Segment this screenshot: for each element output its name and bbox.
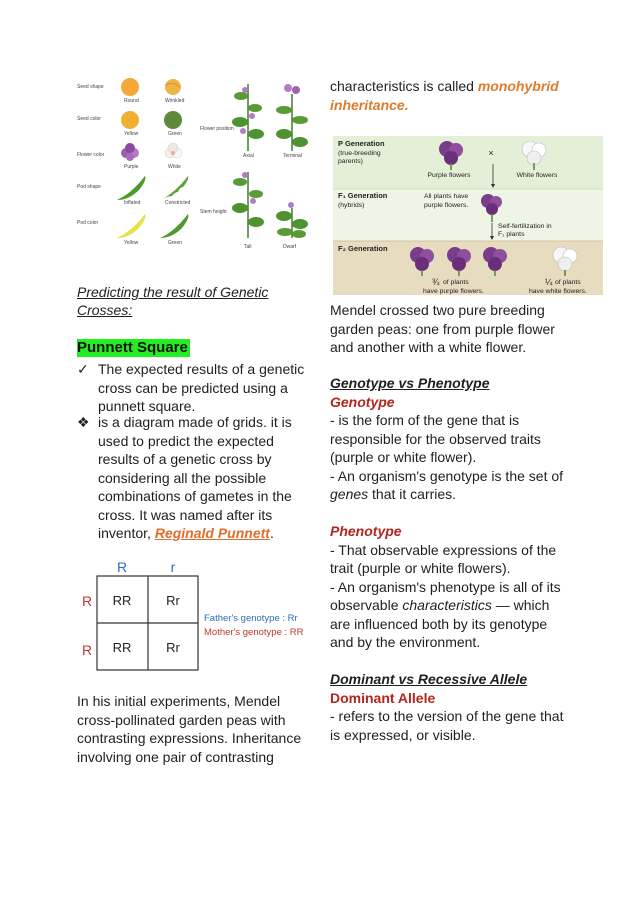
punnett-cell: RR <box>112 593 132 608</box>
punnett-square-diagram <box>78 556 314 676</box>
reginald-punnett-link[interactable]: Reginald Punnett <box>154 525 270 541</box>
genotype-heading: Genotype <box>330 393 395 410</box>
svg-text:F₁ plants: F₁ plants <box>498 231 525 238</box>
phenotype-detail: - An organism's phenotype is all of its observable characteristics — which are influenced both by its genotype and by the environment. <box>330 578 561 650</box>
genotype-vs-phenotype-heading: Genotype vs Phenotype <box>330 375 490 391</box>
svg-text:Green: Green <box>168 131 182 137</box>
svg-text:¾: ¾ <box>432 277 440 287</box>
svg-text:Terminal: Terminal <box>283 153 302 159</box>
round-seed-icon <box>121 78 139 96</box>
svg-text:Inflated: Inflated <box>124 200 141 206</box>
dominant-vs-recessive-heading: Dominant vs Recessive Allele <box>330 671 528 687</box>
svg-text:have purple flowers.: have purple flowers. <box>423 288 484 295</box>
punnett-cell: Rr <box>166 640 180 655</box>
svg-text:of plants: of plants <box>443 279 469 286</box>
monohybrid-term: monohybrid inheritance. <box>330 78 559 113</box>
trait-label-pod-shape: Pod shape <box>77 184 101 190</box>
bullet-text: is a diagram made of grids. it is used to predict the expected results of a genetic cross by considering all the possible combinations of gametes in the cross. It was named after its inventor, Reginald Punnett. <box>98 414 292 541</box>
svg-text:¼: ¼ <box>545 277 553 287</box>
mendel-cross-paragraph: Mendel crossed two pure breeding garden peas: one from purple flower and another with a white flower. <box>330 302 555 355</box>
row-header: R <box>81 642 93 658</box>
phenotype-definition: - That observable expressions of the trait (purple or white flowers). <box>330 541 557 576</box>
row-header: R <box>81 593 93 609</box>
genotype-detail: - An organism's genotype is the set of genes that it carries. <box>330 467 564 502</box>
punnett-square-heading: Punnett Square <box>77 339 188 356</box>
svg-text:All plants have: All plants have <box>424 193 469 200</box>
svg-text:purple flowers.: purple flowers. <box>424 202 469 209</box>
svg-text:Yellow: Yellow <box>124 131 139 137</box>
trait-label-seed-color: Seed color <box>77 116 101 122</box>
axial-plant-icon <box>232 84 264 151</box>
trait-label-pod-color: Pod color <box>77 220 99 226</box>
terminal-plant-icon <box>276 84 308 151</box>
svg-text:Purple: Purple <box>124 164 139 170</box>
inflated-pod-icon <box>117 176 145 200</box>
bullet-item <box>77 360 307 416</box>
yellow-pod-icon <box>117 214 145 238</box>
svg-text:have white flowers.: have white flowers. <box>529 288 587 295</box>
svg-text:Flower position: Flower position <box>200 126 234 132</box>
svg-text:Round: Round <box>124 98 139 104</box>
svg-text:White flowers: White flowers <box>516 172 558 179</box>
monohybrid-paragraph: characteristics is called monohybrid inheritance. <box>330 78 559 113</box>
svg-text:of plants: of plants <box>555 279 581 286</box>
trait-label-seed-shape: Seed shape <box>77 84 104 90</box>
svg-text:Stem height: Stem height <box>200 209 227 215</box>
svg-text:Constricted: Constricted <box>165 200 191 206</box>
svg-text:White: White <box>168 164 181 170</box>
svg-text:P Generation: P Generation <box>338 139 385 148</box>
column-header: R <box>116 559 128 575</box>
bullet-text: The expected results of a genetic cross can be predicted using a punnett square. <box>98 361 305 414</box>
svg-text:parents): parents) <box>338 158 363 165</box>
column-header: r <box>170 559 176 575</box>
cross-symbol: × <box>488 148 494 158</box>
constricted-pod-icon <box>160 176 188 200</box>
svg-text:F₂ Generation: F₂ Generation <box>338 244 388 253</box>
mother-genotype: Mother's genotype : RR <box>204 627 304 638</box>
mendel-experiment-paragraph: In his initial experiments, Mendel cross-pollinated garden peas with contrasting expressions. Inheritance involving one pair of contrasting <box>77 693 302 765</box>
svg-text:Dwarf: Dwarf <box>283 244 297 250</box>
punnett-cell: RR <box>112 640 132 655</box>
predict-heading: Predicting the result of Genetic Crosses: <box>77 284 269 318</box>
bullet-item <box>77 413 307 543</box>
svg-text:(true-breeding: (true-breeding <box>338 150 381 157</box>
svg-text:(hybrids): (hybrids) <box>338 202 365 209</box>
diamond-bullet-icon: ❖ <box>77 414 90 430</box>
genotype-phenotype-section <box>330 374 570 744</box>
trait-label-flower-color: Flower color <box>77 152 105 158</box>
purple-flower-icon <box>121 143 139 161</box>
yellow-seed-icon <box>121 111 139 129</box>
wrinkled-seed-icon <box>165 79 181 95</box>
svg-text:F₁ Generation: F₁ Generation <box>338 191 388 200</box>
svg-text:Green: Green <box>168 240 182 246</box>
dominant-allele-heading: Dominant Allele <box>330 689 436 706</box>
checkmark-icon: ✓ <box>77 361 89 377</box>
green-seed-icon <box>164 111 182 129</box>
svg-text:Purple flowers: Purple flowers <box>427 172 471 179</box>
phenotype-heading: Phenotype <box>330 523 402 539</box>
punnett-cell: Rr <box>166 593 180 608</box>
svg-text:Self-fertilization in: Self-fertilization in <box>498 223 552 230</box>
svg-text:Wrinkled: Wrinkled <box>165 98 185 104</box>
tall-plant-icon <box>232 172 264 238</box>
dominant-allele-definition: - refers to the version of the gene that is expressed, or visible. <box>330 708 564 743</box>
svg-text:Yellow: Yellow <box>124 240 139 246</box>
pea-traits-figure <box>77 76 329 251</box>
dwarf-plant-icon <box>276 202 308 238</box>
svg-text:Axial: Axial <box>243 153 254 159</box>
father-genotype: Father's genotype : Rr <box>204 613 298 624</box>
mendel-generations-figure <box>333 136 603 295</box>
white-flower-icon <box>165 143 182 158</box>
genotype-definition: - is the form of the gene that is responsible for the observed traits (purple or white flower). <box>330 412 541 465</box>
green-pod-icon <box>160 214 188 238</box>
svg-text:Tall: Tall <box>244 244 252 250</box>
